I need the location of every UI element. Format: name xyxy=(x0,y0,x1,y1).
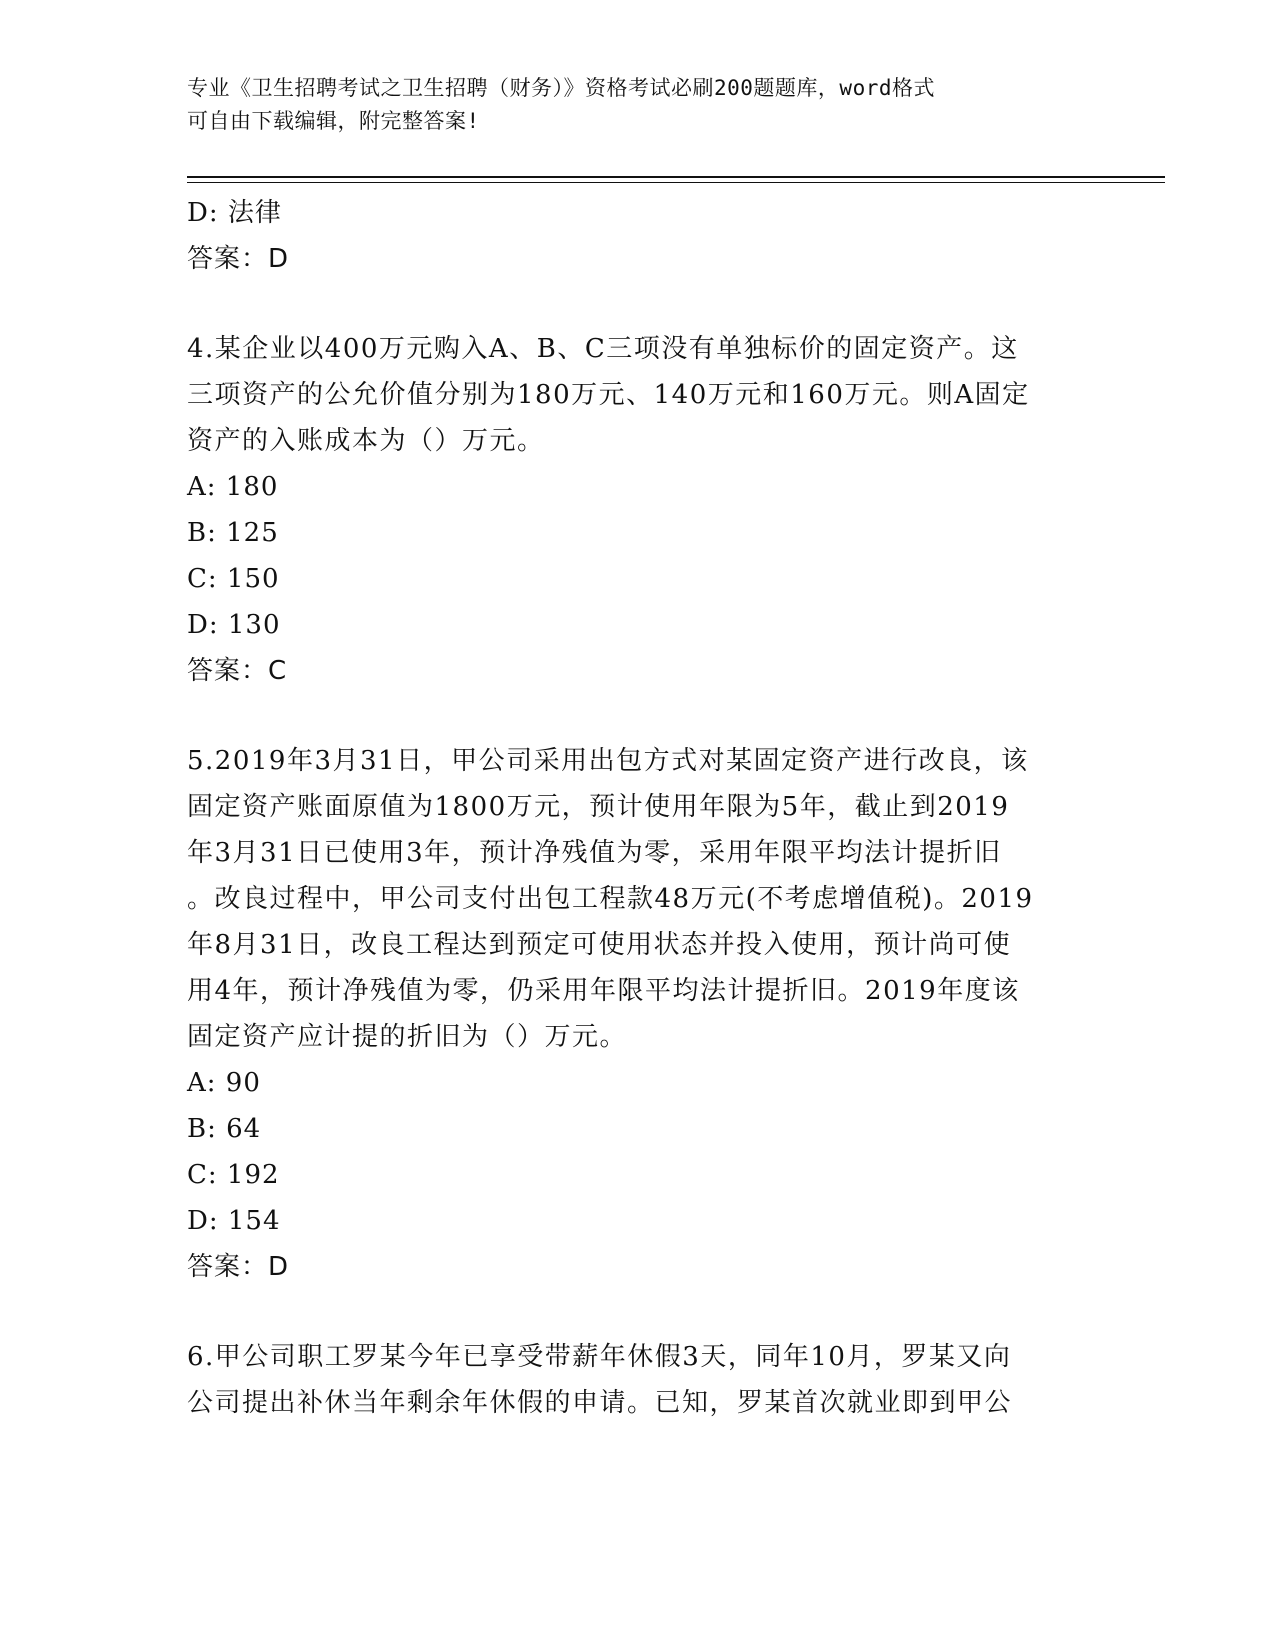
option-b: B: 64 xyxy=(187,1114,262,1144)
header-line-2: 可自由下载编辑，附完整答案! xyxy=(187,109,480,133)
option-d: D: 法律 xyxy=(187,198,282,228)
answer-label: 答案：D xyxy=(187,1252,290,1282)
spacer xyxy=(187,282,1087,326)
stem-line: 资产的入账成本为（）万元。 xyxy=(187,426,545,456)
stem-line: 固定资产账面原值为1800万元，预计使用年限为5年，截止到2019 xyxy=(187,792,1010,822)
option-d: D: 154 xyxy=(187,1206,281,1236)
answer-label: 答案：D xyxy=(187,244,290,274)
stem-line: 5.2019年3月31日，甲公司采用出包方式对某固定资产进行改良，该 xyxy=(187,746,1029,776)
question-4-stem xyxy=(187,326,1087,464)
page-header xyxy=(187,72,1087,138)
spacer xyxy=(187,1290,1087,1334)
spacer xyxy=(187,694,1087,738)
stem-line: 三项资产的公允价值分别为180万元、140万元和160万元。则A固定 xyxy=(187,380,1030,410)
question-6-stem xyxy=(187,1334,1087,1426)
stem-line: 4.某企业以400万元购入A、B、C三项没有单独标价的固定资产。这 xyxy=(187,334,1019,364)
stem-line: 公司提出补休当年剩余年休假的申请。已知，罗某首次就业即到甲公 xyxy=(187,1388,1013,1418)
stem-line: 年3月31日已使用3年，预计净残值为零，采用年限平均法计提折旧 xyxy=(187,838,1002,868)
option-d: D: 130 xyxy=(187,610,281,640)
stem-line: 固定资产应计提的折旧为（）万元。 xyxy=(187,1022,628,1052)
option-a: A: 90 xyxy=(187,1068,261,1098)
stem-line: 用4年，预计净残值为零，仍采用年限平均法计提折旧。2019年度该 xyxy=(187,976,1020,1006)
answer-label: 答案：C xyxy=(187,656,288,686)
option-b: B: 125 xyxy=(187,518,279,548)
option-a: A: 180 xyxy=(187,472,279,502)
header-divider-thick xyxy=(187,176,1165,178)
stem-line: 年8月31日，改良工程达到预定可使用状态并投入使用，预计尚可使 xyxy=(187,930,1012,960)
header-line-1: 专业《卫生招聘考试之卫生招聘（财务）》资格考试必刷200题题库，word格式 xyxy=(187,76,935,100)
option-c: C: 192 xyxy=(187,1160,280,1190)
question-5-stem xyxy=(187,738,1087,1060)
stem-line: 6.甲公司职工罗某今年已享受带薪年休假3天，同年10月，罗某又向 xyxy=(187,1342,1012,1372)
header-divider-thin xyxy=(187,182,1165,183)
question-content xyxy=(187,190,1087,1426)
stem-line: 。改良过程中，甲公司支付出包工程款48万元(不考虑增值税)。2019 xyxy=(187,884,1034,914)
option-c: C: 150 xyxy=(187,564,280,594)
